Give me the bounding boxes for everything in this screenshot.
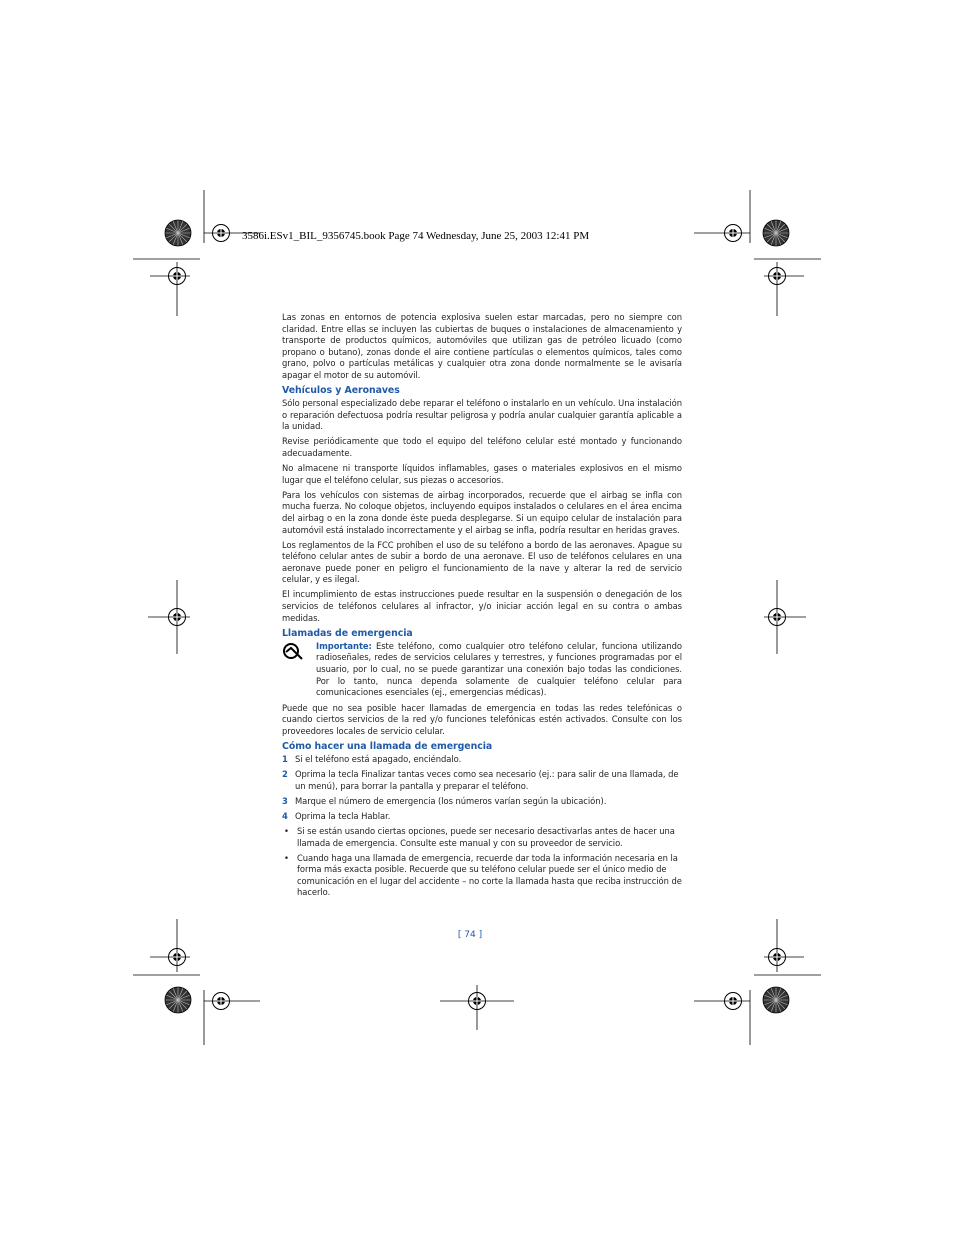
step-number: 2 <box>282 769 288 780</box>
step-number: 3 <box>282 795 288 806</box>
step-item <box>282 796 682 808</box>
color-target-top-left-icon <box>165 220 191 246</box>
vehicles-paragraph: El incumplimiento de estas instrucciones puede resultar en la suspensión o denegación de los servicios de teléfonos celulares al infractor, y/o iniciar acción legal en su contra o ambas medidas. <box>282 589 682 623</box>
important-note <box>282 641 682 699</box>
emergency-bullets-list <box>282 826 682 899</box>
step-text: Marque el número de emergencia (los números varían según la ubicación). <box>295 795 607 806</box>
important-note-icon <box>282 641 316 699</box>
important-note-text <box>316 641 682 699</box>
vehicles-paragraph: Los reglamentos de la FCC prohíben el uso de su teléfono a bordo de las aeronaves. Apague su teléfono celular antes de subir a bordo de una aeronave. El uso de teléfonos celulares en una aeronave puede poner en peligro el funcionamiento de la nave y alterar la red de servicio celular, y es ilegal. <box>282 539 682 585</box>
section-heading-vehicles: Vehículos y Aeronaves <box>282 385 400 397</box>
section-heading-emergency: Llamadas de emergencia <box>282 627 413 639</box>
step-item <box>282 769 682 792</box>
step-text: Si el teléfono está apagado, enciéndalo. <box>295 754 462 764</box>
bullet-icon: • <box>284 825 289 836</box>
vehicles-paragraph: Sólo personal especializado debe reparar el teléfono o instalarlo en un vehículo. Una instalación o reparación defectuosa podría resultar peligrosa y podría anular cualquier garantía aplicable a la unidad. <box>282 398 682 432</box>
page-content <box>282 312 682 903</box>
file-info-header: 3586i.ESv1_BIL_9356745.book Page 74 Wednesday, June 25, 2003 12:41 PM <box>242 230 590 242</box>
intro-paragraph: Las zonas en entornos de potencia explosiva suelen estar marcadas, pero no siempre con claridad. Entre ellas se incluyen las cubiertas de buques o instalaciones de almacenamiento y transporte de productos químicos, automóviles que utilizan gas de petróleo licuado (como propano o butano), zonas donde el aire contiene partículas o elementos químicos, tales como grano, polvo o partículas metálicas y cualquier otra zona donde normalmente se le avisaría apagar el motor de su automóvil. <box>282 312 682 380</box>
bullet-text: Cuando haga una llamada de emergencia, recuerde dar toda la información necesaria en la forma más exacta posible. Recuerde que su teléfono celular puede ser el único medio de comunicación en el lugar del accidente – no corte la llamada hasta que reciba instrucción de hacerlo. <box>297 852 682 898</box>
step-number: 1 <box>282 754 288 764</box>
color-target-bottom-left-icon <box>165 987 191 1013</box>
important-body: Este teléfono, como cualquier otro teléfono celular, funciona utilizando radioseñales, redes de servicios celulares y terrestres, y funciones programadas por el usuario, por lo cual, no se puede garantizar una conexión bajo todas las condiciones. Por lo tanto, nunca dependa solamente de cualquier teléfono celular para comunicaciones esenciales (ej., emergencias médicas). <box>316 640 682 698</box>
step-item <box>282 811 682 823</box>
section-heading-how-to-call: Cómo hacer una llamada de emergencia <box>282 741 493 752</box>
step-text: Oprima la tecla Hablar. <box>295 810 391 821</box>
step-text: Oprima la tecla Finalizar tantas veces como sea necesario (ej.: para salir de una llamada, de un menú), para borrar la pantalla y preparar el teléfono. <box>295 769 679 791</box>
color-target-bottom-right-icon <box>763 987 789 1013</box>
emergency-steps-list <box>282 754 682 822</box>
emergency-paragraph: Puede que no sea posible hacer llamadas de emergencia en todas las redes telefónicas o cuando ciertos servicios de la red y/o funciones telefónicas estén activados. Consulte con los proveedores locales de servicio celular. <box>282 702 682 736</box>
important-label: Importante: <box>316 640 372 651</box>
bullet-item <box>282 853 682 899</box>
vehicles-paragraph: Revise periódicamente que todo el equipo del teléfono celular esté montado y funcionando adecuadamente. <box>282 436 682 458</box>
vehicles-paragraph: No almacene ni transporte líquidos inflamables, gases o materiales explosivos en el mismo lugar que el teléfono celular, sus piezas o accesorios. <box>282 463 682 485</box>
bullet-text: Si se están usando ciertas opciones, puede ser necesario desactivarlas antes de hacer una llamada de emergencia. Consulte este manual y con su proveedor de servicio. <box>297 825 675 848</box>
step-item <box>282 754 682 766</box>
step-number: 4 <box>282 810 288 821</box>
color-target-top-right-icon <box>763 220 789 246</box>
page-number: [ 74 ] <box>457 930 483 940</box>
vehicles-paragraph: Para los vehículos con sistemas de airbag incorporados, recuerde que el airbag se infla con mucha fuerza. No coloque objetos, incluyendo equipos instalados o celulares en el área encima del airbag o en la zona donde éste pueda desplegarse. Si un equipo celular de instalación para automóvil está instalado incorrectamente y el airbag se infla, podría resultar en heridas graves. <box>282 489 682 535</box>
bullet-item <box>282 826 682 849</box>
bullet-icon: • <box>284 852 289 863</box>
